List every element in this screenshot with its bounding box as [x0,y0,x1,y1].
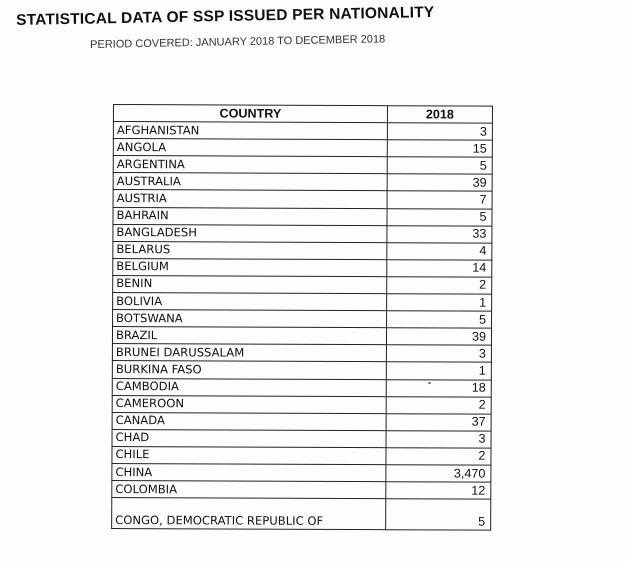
table-row [113,310,492,329]
table-row [113,122,492,141]
country-cell: CAMBODIA [112,378,386,396]
country-cell: ARGENTINA [113,156,387,174]
country-cell: CONGO, DEMOCRATIC REPUBLIC OF [112,506,386,530]
table-row [112,446,491,465]
count-cell: 2 [386,448,491,466]
count-cell: 5 [387,157,492,175]
count-cell: 14 [387,260,492,278]
count-cell: 3,470 [386,465,491,483]
country-cell: CHINA [112,463,386,481]
column-header-country: COUNTRY [113,105,387,123]
country-cell: BANGLADESH [113,224,387,242]
country-cell: CHAD [112,429,386,447]
table-row [113,156,492,175]
table-header-row [113,105,492,124]
count-cell: 3 [387,123,492,141]
table-row [113,207,492,226]
country-cell: BRUNEI DARUSSALAM [112,344,386,362]
count-cell: 1 [387,294,492,312]
country-cell: BENIN [113,275,387,293]
table-row [112,344,491,363]
period-subtitle: PERIOD COVERED: JANUARY 2018 TO DECEMBER 2018 [90,33,386,51]
count-cell: 7 [387,191,492,209]
table-row [113,224,492,243]
count-cell: 3 [386,345,491,363]
table-row [113,190,492,209]
table-row [112,463,491,482]
country-cell: AUSTRALIA [113,173,387,191]
country-cell: AFGHANISTAN [113,122,387,140]
table-row [112,481,491,500]
nationality-table-wrapper [111,104,492,531]
country-cell: BAHRAIN [113,207,387,225]
count-cell: 1 [386,362,491,380]
table-row [113,139,492,158]
country-cell: BOTSWANA [113,310,387,328]
table-row [112,412,491,431]
count-cell: 33 [387,225,492,243]
column-header-year: 2018 [387,106,492,124]
count-cell: 39 [387,174,492,192]
count-cell: 15 [387,140,492,158]
count-cell: 5 [387,208,492,226]
scan-speck [428,382,431,384]
nationality-table [111,104,493,531]
table-row [113,275,492,294]
table-row [113,258,492,277]
table-row [113,293,492,312]
country-cell: COLOMBIA [112,481,386,499]
table-row [112,327,491,346]
country-cell: BELGIUM [113,258,387,276]
count-cell: 2 [387,277,492,295]
count-cell: 2 [386,396,491,414]
count-cell: 4 [387,242,492,260]
count-cell: 39 [386,328,491,346]
table-row [112,506,491,530]
count-cell: 37 [386,413,491,431]
count-cell: 18 [386,379,491,397]
country-cell: BRAZIL [112,327,386,345]
country-cell: CANADA [112,412,386,430]
country-cell: CAMEROON [112,395,386,413]
country-cell: ANGOLA [113,139,387,157]
table-row [113,241,492,260]
table-row [112,361,491,380]
count-cell: 5 [386,507,491,530]
page-title: STATISTICAL DATA OF SSP ISSUED PER NATIONALITY [16,3,435,29]
country-cell: BELARUS [113,241,387,259]
count-cell: 12 [386,482,491,500]
country-cell: BOLIVIA [113,293,387,311]
table-row [112,395,491,414]
count-cell: 5 [387,311,492,329]
table-row [112,429,491,448]
table-row [112,378,491,397]
table-body [112,122,493,531]
country-cell: AUSTRIA [113,190,387,208]
country-cell: CHILE [112,446,386,464]
count-cell: 3 [386,430,491,448]
table-row [113,173,492,192]
country-cell: BURKINA FASO [112,361,386,379]
